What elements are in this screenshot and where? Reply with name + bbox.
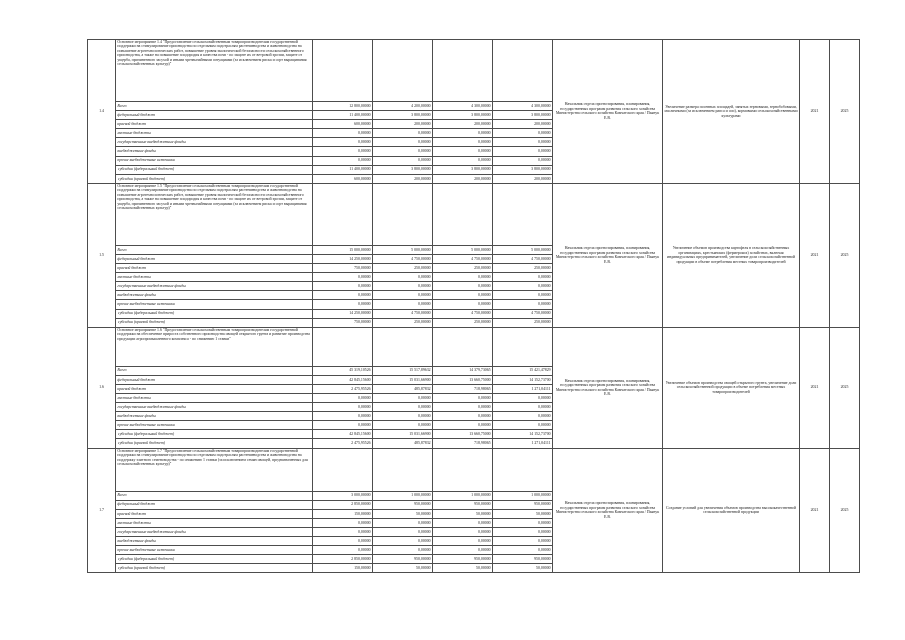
section-description: Основное мероприятие 1.4 "Предоставление сельскохозяйственным товаропроизводителям государственной поддержки на стимулирование производства по отдельным подотраслям растениеводства и животноводства на повышение агротехнологических работ, повышение уровня экологической безопасности сельскохозяйственного производства, а также на повышение плодородия и качества почв - по защите их от ветровой эрозии, защите от ущерба, причиненного засухой и иными чрезвычайными ситуациями (за исключением риска и сорт выращивания сельскохозяйственных культур)" — [116, 40, 313, 102]
funding-source-label: Всего — [116, 102, 313, 111]
amount-cell: 718,98065 — [433, 439, 493, 448]
empty-cell — [433, 183, 493, 245]
empty-cell — [493, 327, 553, 366]
empty-cell — [313, 327, 373, 366]
start-year-text: 2021 — [810, 109, 819, 114]
end-year — [830, 448, 860, 573]
amount-cell: 0,00000 — [373, 403, 433, 412]
amount-cell: 0,00000 — [373, 518, 433, 527]
funding-source-label: федеральный бюджет — [116, 500, 313, 509]
funding-source-label: краевой бюджет — [116, 264, 313, 273]
amount-cell: 13 660,75000 — [433, 430, 493, 439]
expected-result-text: Создание условий для увеличения объемов производства высококачественной сельскохозяйственной продукции — [666, 505, 796, 515]
amount-cell: 3 800,00000 — [493, 111, 553, 120]
expected-result-text: Увеличение объемов производства овощей открытого грунта, увеличение доли сельскохозяйственной продукции в объеме потребления местных товаропроизводителей — [665, 380, 797, 394]
amount-cell: 2 850,00000 — [313, 500, 373, 509]
amount-cell: 0,00000 — [433, 138, 493, 147]
amount-cell: 3 000,00000 — [313, 491, 373, 500]
amount-cell: 0,00000 — [433, 300, 493, 309]
start-year — [800, 183, 830, 327]
amount-cell: 0,00000 — [313, 546, 373, 555]
funding-source-label: Всего — [116, 366, 313, 375]
result-cell — [663, 448, 800, 573]
empty-cell — [433, 448, 493, 491]
amount-cell: 485,87832 — [373, 439, 433, 448]
start-year — [800, 40, 830, 184]
amount-cell: 0,00000 — [493, 282, 553, 291]
amount-cell: 0,00000 — [493, 518, 553, 527]
funding-source-label: субсидии (краевой бюджет) — [116, 174, 313, 183]
empty-cell — [493, 448, 553, 491]
start-year — [800, 448, 830, 573]
executor-cell — [553, 40, 663, 184]
amount-cell: 718,98065 — [433, 384, 493, 393]
amount-cell: 250,00000 — [433, 318, 493, 327]
executor-cell — [553, 448, 663, 573]
amount-cell: 0,00000 — [493, 403, 553, 412]
amount-cell: 0,00000 — [433, 273, 493, 282]
funding-source-label: внебюджетные фонды — [116, 412, 313, 421]
amount-cell: 4 750,00000 — [373, 309, 433, 318]
amount-cell: 0,00000 — [373, 412, 433, 421]
amount-cell: 0,00000 — [313, 300, 373, 309]
amount-cell: 0,00000 — [493, 156, 553, 165]
amount-cell: 0,00000 — [433, 129, 493, 138]
funding-source-label: местные бюджеты — [116, 393, 313, 402]
amount-cell: 0,00000 — [433, 282, 493, 291]
amount-cell: 0,00000 — [373, 273, 433, 282]
section-description: Основное мероприятие 1.6 "Предоставление сельскохозяйственным товаропроизводителям государственной поддержки на обеспечение прироста собственного производства овощей открытого грунта и развитие производства продукции агропромышленного комплекса - по снижению 1 ставки" — [116, 327, 313, 366]
amount-cell: 0,00000 — [433, 147, 493, 156]
amount-cell: 0,00000 — [493, 291, 553, 300]
start-year-text: 2021 — [810, 508, 819, 513]
amount-cell: 50,00000 — [493, 509, 553, 518]
amount-cell: 5 000,00000 — [373, 245, 433, 254]
funding-source-label: местные бюджеты — [116, 273, 313, 282]
amount-cell: 3 800,00000 — [433, 165, 493, 174]
amount-cell: 150,00000 — [313, 564, 373, 573]
funding-source-label: внебюджетные фонды — [116, 147, 313, 156]
amount-cell: 950,00000 — [373, 500, 433, 509]
amount-cell: 15 517,89632 — [373, 366, 433, 375]
empty-cell — [313, 183, 373, 245]
amount-cell: 250,00000 — [493, 318, 553, 327]
amount-cell: 11 400,00000 — [313, 111, 373, 120]
amount-cell: 4 300,00000 — [493, 102, 553, 111]
amount-cell: 3 800,00000 — [433, 111, 493, 120]
empty-cell — [493, 40, 553, 102]
amount-cell: 45 319,10526 — [313, 366, 373, 375]
amount-cell: 12 800,00000 — [313, 102, 373, 111]
section-number: 1.5 — [88, 183, 116, 327]
end-year-text: 2025 — [840, 109, 849, 114]
funding-source-label: федеральный бюджет — [116, 111, 313, 120]
amount-cell: 42 845,15600 — [313, 430, 373, 439]
amount-cell: 14 250,00000 — [313, 254, 373, 263]
amount-cell: 0,00000 — [373, 282, 433, 291]
amount-cell: 200,00000 — [433, 174, 493, 183]
amount-cell: 0,00000 — [493, 546, 553, 555]
amount-cell: 0,00000 — [373, 546, 433, 555]
amount-cell: 1 271,04111 — [493, 439, 553, 448]
empty-cell — [373, 448, 433, 491]
funding-source-label: краевой бюджет — [116, 509, 313, 518]
funding-source-label: местные бюджеты — [116, 129, 313, 138]
funding-source-label: государственные внебюджетные фонды — [116, 403, 313, 412]
amount-cell: 750,00000 — [313, 318, 373, 327]
amount-cell: 14 152,73700 — [493, 430, 553, 439]
amount-cell: 0,00000 — [313, 403, 373, 412]
amount-cell: 250,00000 — [493, 264, 553, 273]
amount-cell: 0,00000 — [373, 300, 433, 309]
executor-text: Начальник отдела прогнозирования, планирования, государственных программ развития сельского хозяйства Министерства сельского хозяйства Камчатского края / Пьянук Е.В. — [555, 378, 660, 397]
funding-source-label: субсидии (федеральный бюджет) — [116, 430, 313, 439]
funding-source-label: федеральный бюджет — [116, 375, 313, 384]
end-year — [830, 40, 860, 184]
amount-cell: 0,00000 — [373, 138, 433, 147]
amount-cell: 0,00000 — [493, 537, 553, 546]
result-cell — [663, 40, 800, 184]
amount-cell: 2 475,95526 — [313, 439, 373, 448]
amount-cell: 15 031,66900 — [373, 375, 433, 384]
amount-cell: 50,00000 — [433, 564, 493, 573]
funding-source-label: субсидии (краевой бюджет) — [116, 439, 313, 448]
amount-cell: 485,87832 — [373, 384, 433, 393]
amount-cell: 0,00000 — [313, 282, 373, 291]
amount-cell: 4 300,00000 — [433, 102, 493, 111]
amount-cell: 250,00000 — [373, 264, 433, 273]
funding-source-label: субсидии (федеральный бюджет) — [116, 555, 313, 564]
amount-cell: 11 400,00000 — [313, 165, 373, 174]
amount-cell: 0,00000 — [433, 291, 493, 300]
amount-cell: 950,00000 — [433, 500, 493, 509]
funding-source-label: субсидии (федеральный бюджет) — [116, 165, 313, 174]
amount-cell: 0,00000 — [433, 518, 493, 527]
section-header-row — [88, 40, 860, 102]
amount-cell: 3 800,00000 — [493, 165, 553, 174]
amount-cell: 15 031,66900 — [373, 430, 433, 439]
amount-cell: 0,00000 — [433, 403, 493, 412]
amount-cell: 42 845,15600 — [313, 375, 373, 384]
amount-cell: 0,00000 — [433, 527, 493, 536]
amount-cell: 3 800,00000 — [373, 111, 433, 120]
amount-cell: 0,00000 — [373, 537, 433, 546]
amount-cell: 250,00000 — [433, 264, 493, 273]
amount-cell: 0,00000 — [313, 393, 373, 402]
empty-cell — [493, 183, 553, 245]
amount-cell: 0,00000 — [313, 421, 373, 430]
amount-cell: 4 750,00000 — [433, 254, 493, 263]
funding-source-label: федеральный бюджет — [116, 254, 313, 263]
amount-cell: 0,00000 — [433, 537, 493, 546]
amount-cell: 50,00000 — [493, 564, 553, 573]
start-year-text: 2021 — [810, 385, 819, 390]
amount-cell: 0,00000 — [493, 129, 553, 138]
amount-cell: 200,00000 — [433, 120, 493, 129]
expected-result-text: Увеличение размера посевных площадей, занятых зерновыми, зернобобовыми, масличными (за исключением рапса и сои), кормовыми сельскохозяйственными культурами — [664, 104, 798, 118]
amount-cell: 150,00000 — [313, 509, 373, 518]
amount-cell: 950,00000 — [373, 555, 433, 564]
amount-cell: 0,00000 — [433, 421, 493, 430]
section-header-row — [88, 327, 860, 366]
amount-cell: 600,00000 — [313, 120, 373, 129]
executor-cell — [553, 327, 663, 448]
amount-cell: 4 750,00000 — [493, 254, 553, 263]
amount-cell: 950,00000 — [493, 500, 553, 509]
amount-cell: 200,00000 — [493, 120, 553, 129]
amount-cell: 1 000,00000 — [433, 491, 493, 500]
funding-source-label: субсидии (краевой бюджет) — [116, 564, 313, 573]
empty-cell — [313, 40, 373, 102]
funding-source-label: государственные внебюджетные фонды — [116, 527, 313, 536]
amount-cell: 50,00000 — [433, 509, 493, 518]
executor-text: Начальник отдела прогнозирования, планирования, государственных программ развития сельского хозяйства Министерства сельского хозяйства Камчатского края / Пьянук Е.В. — [555, 501, 660, 519]
funding-source-label: субсидии (федеральный бюджет) — [116, 309, 313, 318]
funding-source-label: прочие внебюджетные источники — [116, 421, 313, 430]
amount-cell: 50,00000 — [373, 509, 433, 518]
amount-cell: 0,00000 — [313, 537, 373, 546]
funding-source-label: местные бюджеты — [116, 518, 313, 527]
amount-cell: 950,00000 — [493, 555, 553, 564]
amount-cell: 0,00000 — [373, 421, 433, 430]
amount-cell: 0,00000 — [433, 412, 493, 421]
amount-cell: 0,00000 — [373, 527, 433, 536]
amount-cell: 0,00000 — [373, 291, 433, 300]
section-description: Основное мероприятие 1.5 "Предоставление сельскохозяйственным товаропроизводителям государственной поддержки на стимулирование производства по отдельным подотраслям растениеводства и животноводства на повышение агротехнологических работ, повышение уровня экологической безопасности сельскохозяйственного производства, а также на повышение плодородия и качества почв - по защите их от ветровой эрозии, защите от ущерба, причиненного засухой и иными чрезвычайными ситуациями (за исключением риска и сорт выращивания сельскохозяйственных культур)" — [116, 183, 313, 245]
funding-source-label: Всего — [116, 245, 313, 254]
amount-cell: 0,00000 — [313, 518, 373, 527]
amount-cell: 0,00000 — [433, 546, 493, 555]
amount-cell: 1 000,00000 — [493, 491, 553, 500]
amount-cell: 0,00000 — [433, 156, 493, 165]
amount-cell: 0,00000 — [373, 129, 433, 138]
funding-source-label: прочие внебюджетные источники — [116, 156, 313, 165]
amount-cell: 0,00000 — [313, 527, 373, 536]
funding-source-label: прочие внебюджетные источники — [116, 546, 313, 555]
funding-source-label: прочие внебюджетные источники — [116, 300, 313, 309]
amount-cell: 2 850,00000 — [313, 555, 373, 564]
funding-source-label: краевой бюджет — [116, 120, 313, 129]
amount-cell: 5 000,00000 — [493, 245, 553, 254]
amount-cell: 0,00000 — [493, 147, 553, 156]
amount-cell: 0,00000 — [313, 412, 373, 421]
amount-cell: 750,00000 — [313, 264, 373, 273]
amount-cell: 0,00000 — [313, 273, 373, 282]
section-number: 1.4 — [88, 40, 116, 184]
executor-text: Начальник отдела прогнозирования, планирования, государственных программ развития сельского хозяйства Министерства сельского хозяйства Камчатского края / Пьянук Е.В. — [555, 246, 660, 264]
funding-source-label: субсидии (краевой бюджет) — [116, 318, 313, 327]
amount-cell: 0,00000 — [373, 156, 433, 165]
amount-cell: 0,00000 — [493, 527, 553, 536]
result-cell — [663, 327, 800, 448]
budget-table — [87, 39, 860, 573]
result-cell — [663, 183, 800, 327]
amount-cell: 5 000,00000 — [433, 245, 493, 254]
funding-source-label: государственные внебюджетные фонды — [116, 138, 313, 147]
amount-cell: 0,00000 — [493, 421, 553, 430]
empty-cell — [373, 183, 433, 245]
funding-source-label: внебюджетные фонды — [116, 291, 313, 300]
amount-cell: 15 421,47829 — [493, 366, 553, 375]
amount-cell: 4 750,00000 — [493, 309, 553, 318]
section-description: Основное мероприятие 1.7 "Предоставление сельскохозяйственным товаропроизводителям государственной поддержки на стимулирование производства по отдельным подотраслям растениеводства и животноводства на поддержку элитного семеноводства - по снижению 1 ставки (за исключением семян овощей, предназначенных для сельскохозяйственных культур)" — [116, 448, 313, 491]
section-number: 1.7 — [88, 448, 116, 573]
empty-cell — [373, 40, 433, 102]
end-year-text: 2025 — [840, 253, 849, 258]
end-year — [830, 327, 860, 448]
amount-cell: 0,00000 — [313, 129, 373, 138]
funding-source-label: Всего — [116, 491, 313, 500]
empty-cell — [313, 448, 373, 491]
amount-cell: 200,00000 — [493, 174, 553, 183]
amount-cell: 4 750,00000 — [433, 309, 493, 318]
start-year-text: 2021 — [810, 253, 819, 258]
amount-cell: 0,00000 — [313, 156, 373, 165]
amount-cell: 4 200,00000 — [373, 102, 433, 111]
funding-source-label: внебюджетные фонды — [116, 537, 313, 546]
amount-cell: 0,00000 — [493, 273, 553, 282]
amount-cell: 3 800,00000 — [373, 165, 433, 174]
amount-cell: 950,00000 — [433, 555, 493, 564]
amount-cell: 14 250,00000 — [313, 309, 373, 318]
empty-cell — [433, 327, 493, 366]
amount-cell: 0,00000 — [433, 393, 493, 402]
executor-cell — [553, 183, 663, 327]
amount-cell: 0,00000 — [493, 393, 553, 402]
amount-cell: 1 271,04111 — [493, 384, 553, 393]
amount-cell: 4 750,00000 — [373, 254, 433, 263]
amount-cell: 0,00000 — [313, 291, 373, 300]
amount-cell: 200,00000 — [373, 120, 433, 129]
amount-cell: 0,00000 — [373, 393, 433, 402]
amount-cell: 1 000,00000 — [373, 491, 433, 500]
end-year — [830, 183, 860, 327]
amount-cell: 0,00000 — [493, 300, 553, 309]
amount-cell: 250,00000 — [373, 318, 433, 327]
funding-source-label: краевой бюджет — [116, 384, 313, 393]
amount-cell: 2 475,95526 — [313, 384, 373, 393]
empty-cell — [373, 327, 433, 366]
section-number: 1.6 — [88, 327, 116, 448]
executor-text: Начальник отдела прогнозирования, планирования, государственных программ развития сельского хозяйства Министерства сельского хозяйства Камчатского края / Пьянук Е.В. — [555, 102, 660, 120]
expected-result-text: Увеличение объемов производства картофеля в сельскохозяйственных организациях, крестьянских (фермерских) хозяйствах, включая индивидуальных предпринимателей, увеличение доли сельскохозяйственной продукции в объеме потребления местных товаропроизводителей — [667, 246, 795, 264]
amount-cell: 0,00000 — [373, 147, 433, 156]
amount-cell: 14 379,73065 — [433, 366, 493, 375]
end-year-text: 2025 — [840, 385, 849, 390]
amount-cell: 0,00000 — [313, 138, 373, 147]
section-header-row — [88, 183, 860, 245]
amount-cell: 600,00000 — [313, 174, 373, 183]
empty-cell — [433, 40, 493, 102]
section-header-row — [88, 448, 860, 491]
amount-cell: 0,00000 — [313, 147, 373, 156]
amount-cell: 0,00000 — [493, 138, 553, 147]
end-year-text: 2025 — [840, 508, 849, 513]
funding-source-label: государственные внебюджетные фонды — [116, 282, 313, 291]
start-year — [800, 327, 830, 448]
amount-cell: 0,00000 — [493, 412, 553, 421]
amount-cell: 200,00000 — [373, 174, 433, 183]
amount-cell: 50,00000 — [373, 564, 433, 573]
amount-cell: 15 000,00000 — [313, 245, 373, 254]
amount-cell: 13 660,75000 — [433, 375, 493, 384]
amount-cell: 14 152,73700 — [493, 375, 553, 384]
